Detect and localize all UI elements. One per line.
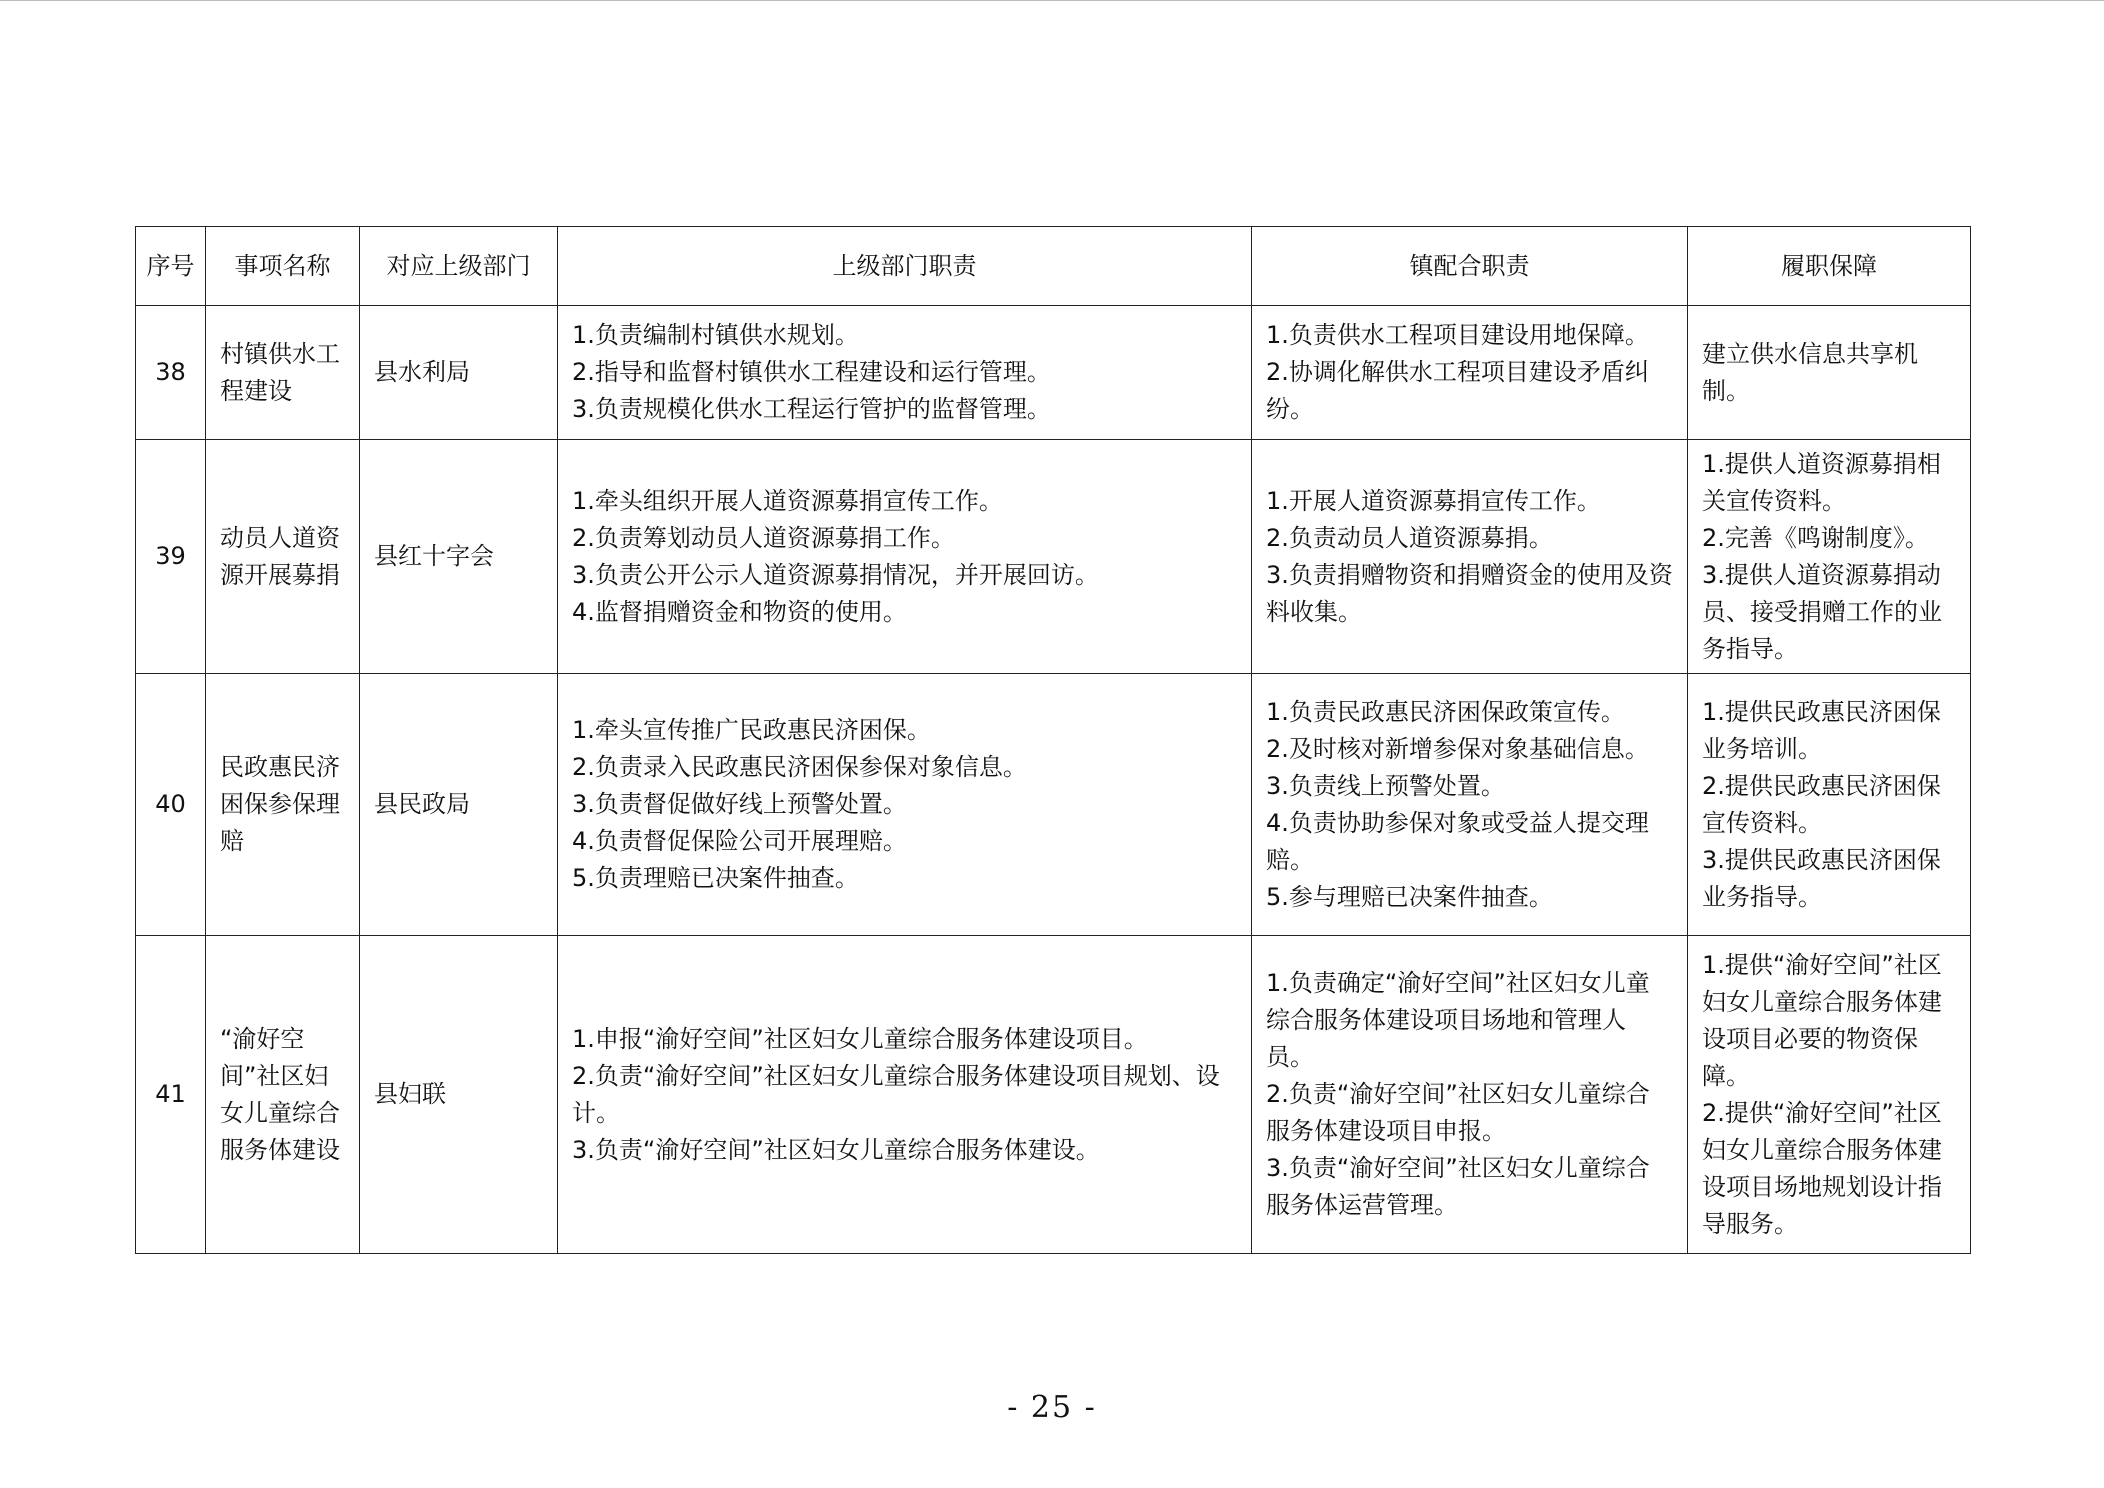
duty-line: 3.负责“渝好空间”社区妇女儿童综合服务体运营管理。	[1266, 1154, 1650, 1219]
row-dept: 县水利局	[360, 306, 558, 440]
duty-line: 5.参与理赔已决案件抽查。	[1266, 882, 1553, 911]
duty-line: 1.提供“渝好空间”社区妇女儿童综合服务体建设项目必要的物资保障。	[1702, 950, 1942, 1090]
duty-line: 2.负责录入民政惠民济困保参保对象信息。	[572, 753, 1027, 781]
duty-line: 3.负责规模化供水工程运行管护的监督管理。	[572, 395, 1051, 423]
duty-line: 2.及时核对新增参保对象基础信息。	[1266, 734, 1649, 763]
row-town-duty	[1252, 936, 1688, 1254]
header-dept: 对应上级部门	[360, 227, 558, 306]
row-index: 38	[136, 306, 206, 440]
row-guarantee	[1688, 306, 1971, 440]
header-index: 序号	[136, 227, 206, 306]
row-item-name: 动员人道资源开展募捐	[206, 440, 360, 674]
duty-line: 4.负责督促保险公司开展理赔。	[572, 827, 907, 855]
duty-line: 3.负责督促做好线上预警处置。	[572, 790, 907, 818]
duty-line: 2.提供“渝好空间”社区妇女儿童综合服务体建设项目场地规划设计指导服务。	[1702, 1098, 1942, 1238]
duty-line: 3.负责捐赠物资和捐赠资金的使用及资料收集。	[1266, 560, 1673, 626]
duty-line: 1.负责供水工程项目建设用地保障。	[1266, 321, 1649, 349]
header-town-duty: 镇配合职责	[1252, 227, 1688, 306]
row-town-duty	[1252, 674, 1688, 936]
duty-line: 3.提供民政惠民济困保业务指导。	[1702, 845, 1941, 911]
row-town-duty	[1252, 440, 1688, 674]
duty-line: 2.负责“渝好空间”社区妇女儿童综合服务体建设项目申报。	[1266, 1080, 1650, 1145]
row-upper-duty	[558, 936, 1252, 1254]
duty-line: 1.提供人道资源募捐相关宣传资料。	[1702, 449, 1941, 515]
row-upper-duty	[558, 674, 1252, 936]
table-row	[136, 306, 1971, 440]
duty-line: 2.提供民政惠民济困保宣传资料。	[1702, 771, 1941, 837]
row-town-duty	[1252, 306, 1688, 440]
row-item-name: 民政惠民济困保参保理赔	[206, 674, 360, 936]
duty-line: 3.负责公开公示人道资源募捐情况，并开展回访。	[572, 560, 1099, 589]
duty-line: 2.指导和监督村镇供水工程建设和运行管理。	[572, 358, 1051, 386]
duty-line: 2.协调化解供水工程项目建设矛盾纠纷。	[1266, 358, 1649, 423]
duty-line: 1.负责编制村镇供水规划。	[572, 321, 859, 349]
row-upper-duty	[558, 306, 1252, 440]
table-row	[136, 674, 1971, 936]
table-row	[136, 936, 1971, 1254]
row-item-name: 村镇供水工程建设	[206, 306, 360, 440]
duty-line: 2.负责筹划动员人道资源募捐工作。	[572, 523, 955, 552]
duty-line: 1.提供民政惠民济困保业务培训。	[1702, 697, 1941, 763]
duty-line: 2.完善《鸣谢制度》。	[1702, 523, 1929, 552]
duty-line: 3.提供人道资源募捐动员、接受捐赠工作的业务指导。	[1702, 560, 1942, 663]
row-guarantee	[1688, 674, 1971, 936]
duty-line: 2.负责“渝好空间”社区妇女儿童综合服务体建设项目规划、设计。	[572, 1061, 1220, 1127]
header-guarantee: 履职保障	[1688, 227, 1971, 306]
duty-line: 1.牵头组织开展人道资源募捐宣传工作。	[572, 486, 1003, 515]
header-name: 事项名称	[206, 227, 360, 306]
row-index: 40	[136, 674, 206, 936]
duty-line: 3.负责线上预警处置。	[1266, 771, 1505, 800]
duty-line: 1.负责确定“渝好空间”社区妇女儿童综合服务体建设项目场地和管理人员。	[1266, 969, 1650, 1071]
row-dept: 县民政局	[360, 674, 558, 936]
duty-line: 1.负责民政惠民济困保政策宣传。	[1266, 697, 1625, 726]
table-row	[136, 440, 1971, 674]
row-index: 41	[136, 936, 206, 1254]
duty-line: 3.负责“渝好空间”社区妇女儿童综合服务体建设。	[572, 1135, 1100, 1164]
duty-line: 1.开展人道资源募捐宣传工作。	[1266, 486, 1601, 515]
duty-line: 1.申报“渝好空间”社区妇女儿童综合服务体建设项目。	[572, 1024, 1148, 1053]
row-dept: 县妇联	[360, 936, 558, 1254]
row-dept: 县红十字会	[360, 440, 558, 674]
duty-line: 5.负责理赔已决案件抽查。	[572, 864, 859, 892]
header-upper-duty: 上级部门职责	[558, 227, 1252, 306]
duty-line: 1.牵头宣传推广民政惠民济困保。	[572, 716, 931, 744]
duty-line: 建立供水信息共享机制。	[1702, 339, 1918, 405]
duty-line: 2.负责动员人道资源募捐。	[1266, 523, 1553, 552]
row-item-name: “渝好空间”社区妇女儿童综合服务体建设	[206, 936, 360, 1254]
row-guarantee	[1688, 936, 1971, 1254]
row-upper-duty	[558, 440, 1252, 674]
page-number: - 25 -	[1007, 1390, 1097, 1425]
row-guarantee	[1688, 440, 1971, 674]
duty-line: 4.负责协助参保对象或受益人提交理赔。	[1266, 808, 1649, 874]
table-header-row	[136, 227, 1971, 306]
row-index: 39	[136, 440, 206, 674]
duty-table	[135, 226, 1971, 1254]
duty-line: 4.监督捐赠资金和物资的使用。	[572, 597, 907, 626]
